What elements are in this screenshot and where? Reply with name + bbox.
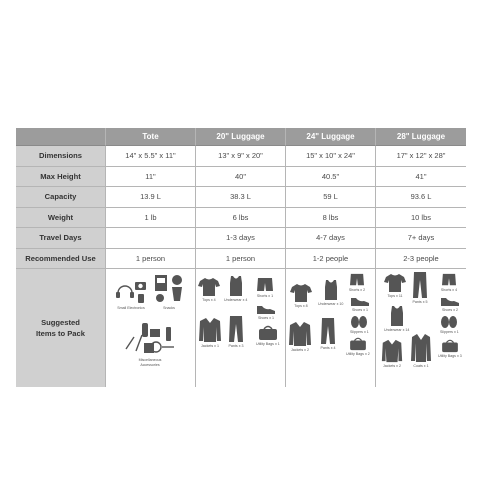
cell: 40.5" bbox=[286, 167, 376, 188]
lug28-coats-caption: Coats x 1 bbox=[413, 364, 429, 368]
lug20-pants-item bbox=[228, 315, 244, 348]
jacket-icon bbox=[198, 317, 222, 343]
lug24-pants-item bbox=[320, 317, 336, 350]
lug28-utility-caption: Utility Bags x 3 bbox=[438, 354, 462, 358]
lug24-slippers-item bbox=[350, 315, 369, 334]
lug28-tops-caption: Tops x 11 bbox=[387, 294, 403, 298]
suggested-label-line2: Items to Pack bbox=[36, 329, 85, 338]
cell: 2-3 people bbox=[376, 249, 466, 270]
tshirt-icon bbox=[384, 273, 406, 293]
cell: 15" x 10" x 24" bbox=[286, 146, 376, 167]
row-label: Weight bbox=[16, 208, 106, 229]
cell: 17" x 12" x 28" bbox=[376, 146, 466, 167]
shorts-icon bbox=[440, 273, 458, 287]
cell: 13.9 L bbox=[106, 187, 196, 208]
lug20-shorts-item bbox=[256, 277, 274, 298]
slippers-icon bbox=[350, 315, 368, 329]
lug28-coats-item bbox=[410, 333, 432, 368]
shoe-icon bbox=[440, 295, 460, 307]
lug24-jackets-caption: Jackets x 2 bbox=[291, 348, 309, 352]
tank-top-icon bbox=[321, 279, 341, 301]
header-20-luggage: 20" Luggage bbox=[196, 128, 286, 146]
pants-icon bbox=[320, 317, 336, 345]
cell: 11" bbox=[106, 167, 196, 188]
cell: 40" bbox=[196, 167, 286, 188]
cell: 13" x 9" x 20" bbox=[196, 146, 286, 167]
cell: 1-3 days bbox=[196, 228, 286, 249]
lug20-tops-item bbox=[198, 277, 220, 302]
utility-bag-icon bbox=[348, 337, 368, 351]
lug28-pants-caption: Pants x 5 bbox=[412, 300, 428, 304]
tank-top-icon bbox=[226, 275, 246, 297]
shoe-icon bbox=[350, 295, 370, 307]
lug28-shorts-item bbox=[440, 273, 458, 292]
small-electronics-item bbox=[114, 279, 148, 310]
utility-bag-icon bbox=[440, 339, 460, 353]
lug28-slippers-item bbox=[440, 315, 459, 334]
cell: 14" x 5.5" x 11" bbox=[106, 146, 196, 167]
row-label bbox=[16, 269, 106, 387]
accessories-icon bbox=[122, 319, 178, 357]
row-label: Recommended Use bbox=[16, 249, 106, 270]
lug20-utility-item bbox=[256, 325, 280, 346]
header-28-luggage: 28" Luggage bbox=[376, 128, 466, 146]
lug24-shorts-item bbox=[348, 273, 366, 292]
cell: 1-2 people bbox=[286, 249, 376, 270]
comparison-table bbox=[16, 128, 466, 387]
lug20-tops-caption: Tops x 4 bbox=[202, 298, 216, 302]
lug28-shorts-caption: Shorts x 4 bbox=[440, 288, 458, 292]
lug28-pants-item bbox=[412, 271, 428, 304]
small-electronics-caption: Small Electronics bbox=[117, 306, 145, 310]
lug24-tops-item bbox=[290, 283, 312, 308]
lug20-shorts-caption: Shorts x 1 bbox=[256, 294, 274, 298]
snacks-caption: Snacks bbox=[163, 306, 175, 310]
tshirt-icon bbox=[198, 277, 220, 297]
utility-bag-icon bbox=[258, 325, 278, 341]
row-label: Dimensions bbox=[16, 146, 106, 167]
cell bbox=[106, 228, 196, 249]
cell: 41" bbox=[376, 167, 466, 188]
cell: 93.6 L bbox=[376, 187, 466, 208]
jacket-icon bbox=[380, 339, 404, 363]
lug28-tops-item bbox=[384, 273, 406, 298]
lug28-utility-item bbox=[438, 339, 462, 358]
header-corner bbox=[16, 128, 106, 146]
cell: 38.3 L bbox=[196, 187, 286, 208]
lug28-jackets-item bbox=[380, 339, 404, 368]
cell: 1 person bbox=[196, 249, 286, 270]
header-24-luggage: 24" Luggage bbox=[286, 128, 376, 146]
slippers-icon bbox=[440, 315, 458, 329]
lug24-slippers-caption: Slippers x 1 bbox=[350, 330, 369, 334]
tote-items-cell bbox=[106, 269, 196, 387]
lug24-utility-item bbox=[346, 337, 370, 356]
lug20-items-cell bbox=[196, 269, 286, 387]
jacket-icon bbox=[288, 321, 312, 347]
header-row bbox=[16, 128, 466, 146]
lug24-shoes-item bbox=[350, 295, 370, 312]
cell: 1 lb bbox=[106, 208, 196, 229]
lug20-underwear-item bbox=[224, 275, 247, 302]
lug24-underwear-item bbox=[318, 279, 343, 306]
row-recommended-use bbox=[16, 249, 466, 270]
lug20-jackets-caption: Jackets x 1 bbox=[201, 344, 219, 348]
suggested-label-line1: Suggested bbox=[41, 318, 80, 327]
misc-accessories-item bbox=[122, 319, 178, 367]
lug28-jackets-caption: Jackets x 2 bbox=[383, 364, 401, 368]
lug24-tops-caption: Tops x 8 bbox=[294, 304, 308, 308]
shorts-icon bbox=[348, 273, 366, 287]
lug20-shoes-caption: Shoes x 1 bbox=[258, 316, 274, 320]
pants-icon bbox=[412, 271, 428, 299]
lug24-utility-caption: Utility Bags x 2 bbox=[346, 352, 370, 356]
lug20-utility-caption: Utility Bags x 1 bbox=[256, 342, 280, 346]
lug24-shoes-caption: Shoes x 1 bbox=[352, 308, 368, 312]
lug28-underwear-item bbox=[384, 305, 409, 332]
lug20-jackets-item bbox=[198, 317, 222, 348]
lug28-slippers-caption: Slippers x 1 bbox=[440, 330, 459, 334]
lug24-items-cell bbox=[286, 269, 376, 387]
lug24-pants-caption: Pants x 4 bbox=[320, 346, 336, 350]
cell: 4-7 days bbox=[286, 228, 376, 249]
row-travel-days bbox=[16, 228, 466, 249]
lug28-items-cell bbox=[376, 269, 466, 387]
cell: 59 L bbox=[286, 187, 376, 208]
lug24-shorts-caption: Shorts x 2 bbox=[348, 288, 366, 292]
cell: 7+ days bbox=[376, 228, 466, 249]
shoe-icon bbox=[256, 303, 276, 315]
row-max-height bbox=[16, 167, 466, 188]
lug28-shoes-item bbox=[440, 295, 460, 312]
snacks-item bbox=[152, 273, 186, 310]
lug24-jackets-item bbox=[288, 321, 312, 352]
cell: 8 lbs bbox=[286, 208, 376, 229]
misc-caption-line2: Accessories bbox=[140, 363, 160, 367]
tshirt-icon bbox=[290, 283, 312, 303]
cell: 10 lbs bbox=[376, 208, 466, 229]
coat-icon bbox=[410, 333, 432, 363]
row-label: Max Height bbox=[16, 167, 106, 188]
row-label: Capacity bbox=[16, 187, 106, 208]
lug28-underwear-caption: Underwear x 14 bbox=[384, 328, 410, 332]
headphones-camera-icon bbox=[114, 279, 148, 305]
lug28-shoes-caption: Shoes x 2 bbox=[442, 308, 458, 312]
header-tote: Tote bbox=[106, 128, 196, 146]
pants-icon bbox=[228, 315, 244, 343]
row-dimensions bbox=[16, 146, 466, 167]
cell: 1 person bbox=[106, 249, 196, 270]
row-capacity bbox=[16, 187, 466, 208]
tank-top-icon bbox=[387, 305, 407, 327]
lug20-shoes-item bbox=[256, 303, 276, 320]
lug24-underwear-caption: Underwear x 10 bbox=[318, 302, 344, 306]
shorts-icon bbox=[256, 277, 274, 293]
lug20-underwear-caption: Underwear x 4 bbox=[224, 298, 248, 302]
row-suggested-items bbox=[16, 269, 466, 387]
cell: 6 lbs bbox=[196, 208, 286, 229]
snacks-icon bbox=[152, 273, 186, 305]
row-weight bbox=[16, 208, 466, 229]
misc-caption-line1: Miscellaneous bbox=[138, 358, 162, 362]
lug20-pants-caption: Pants x 3 bbox=[228, 344, 244, 348]
row-label: Travel Days bbox=[16, 228, 106, 249]
